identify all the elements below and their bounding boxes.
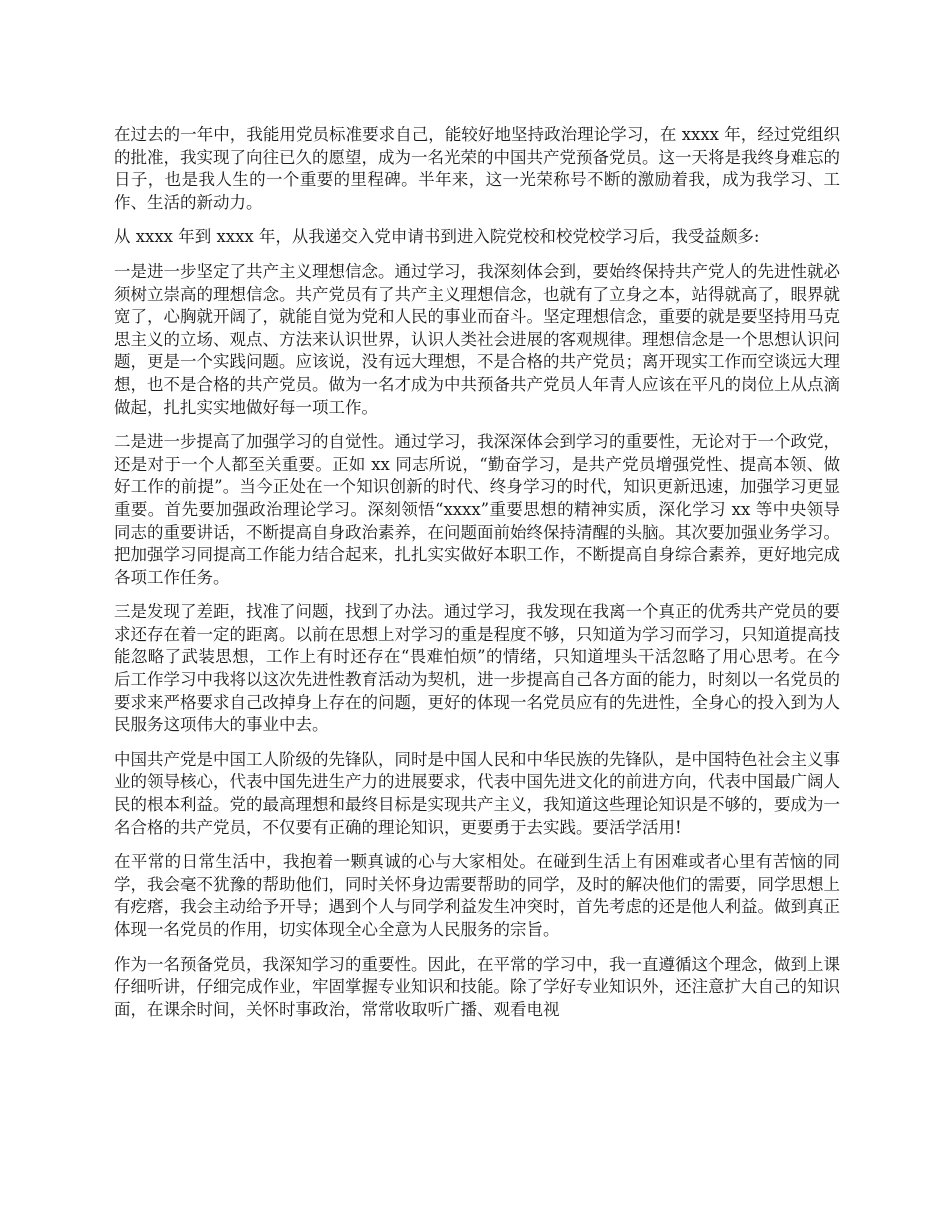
paragraph-8: 作为一名预备党员，我深知学习的重要性。因此，在平常的学习中，我一直遵循这个理念，做到上课仔细听讲，仔细完成作业，牢固掌握专业知识和技能。除了学好专业知识外，还注意扩大自己的知识面，在课余时间，关怀时事政治，常常收取听广播、观看电视 xyxy=(114,954,840,1019)
paragraph-1: 在过去的一年中，我能用党员标准要求自己，能较好地坚持政治理论学习，在 xxxx 年，经过党组织的批准，我实现了向往已久的愿望，成为一名光荣的中国共产党预备党员。这一天将是我终身难忘的日子，也是我人生的一个重要的里程碑。半年来，这一光荣称号不断的激励着我，成为我学习、工作、生活的新动力。 xyxy=(114,125,840,212)
paragraph-3: 一是进一步坚定了共产主义理想信念。通过学习，我深刻体会到，要始终保持共产党人的先进性就必须树立崇高的理想信念。共产党员有了共产主义理想信念，也就有了立身之本，站得就高了，眼界就宽了，心胸就开阔了，就能自觉为党和人民的事业而奋斗。坚定理想信念，重要的就是要坚持用马克思主义的立场、观点、方法来认识世界，认识人类社会进展的客观规律。理想信念是一个思想认识问题，更是一个实践问题。应该说，没有远大理想，不是合格的共产党员；离开现实工作而空谈远大理想，也不是合格的共产党员。做为一名才成为中共预备共产党员人年青人应该在平凡的岗位上从点滴做起，扎扎实实地做好每一项工作。 xyxy=(114,261,840,417)
paragraph-4: 二是进一步提高了加强学习的自觉性。通过学习，我深深体会到学习的重要性，无论对于一个政党，还是对于一个人都至关重要。正如 xx 同志所说，“勤奋学习，是共产党员增强党性、提高本领、做好工作的前提”。当今正处在一个知识创新的时代、终身学习的时代，知识更新迅速，加强学习更显重要。首先要加强政治理论学习。深刻领悟“xxxx”重要思想的精神实质，深化学习 xx 等中央领导同志的重要讲话，不断提高自身政治素养，在问题面前始终保持清醒的头脑。其次要加强业务学习。把加强学习同提高工作能力结合起来，扎扎实实做好本职工作，不断提高自身综合素养，更好地完成各项工作任务。 xyxy=(114,432,840,587)
paragraph-2: 从 xxxx 年到 xxxx 年，从我递交入党申请书到进入院党校和校党校学习后，我受益颇多: xyxy=(114,227,760,247)
paragraph-6: 中国共产党是中国工人阶级的先锋队，同时是中国人民和中华民族的先锋队，是中国特色社会主义事业的领导核心，代表中国先进生产力的进展要求，代表中国先进文化的前进方向，代表中国最广阔人民的根本利益。党的最高理想和最终目标是实现共产主义，我知道这些理论知识是不够的，要成为一名合格的共产党员，不仅要有正确的理论知识，更要勇于去实践。要活学活用! xyxy=(114,749,840,837)
document-body xyxy=(114,124,840,1033)
paragraph-7: 在平常的日常生活中，我抱着一颗真诚的心与大家相处。在碰到生活上有困难或者心里有苦恼的同学，我会毫不犹豫的帮助他们，同时关怀身边需要帮助的同学，及时的解决他们的需要，同学思想上有疙瘩，我会主动给予开导；遇到个人与同学利益发生冲突时，首先考虑的还是他人利益。做到真正体现一名党员的作用，切实体现全心全意为人民服务的宗旨。 xyxy=(114,852,840,939)
paragraph-5: 三是发现了差距，找准了问题，找到了办法。通过学习，我发现在我离一个真正的优秀共产党员的要求还存在着一定的距离。以前在思想上对学习的重是程度不够，只知道为学习而学习，只知道提高技能忽略了武装思想，工作上有时还存在“畏难怕烦”的情绪，只知道埋头干活忽略了用心思考。在今后工作学习中我将以这次先进性教育活动为契机，进一步提高自己各方面的能力，时刻以一名党员的要求来严格要求自己改掉身上存在的问题，更好的体现一名党员应有的先进性，全身心的投入到为人民服务这项伟大的事业中去。 xyxy=(114,602,840,735)
